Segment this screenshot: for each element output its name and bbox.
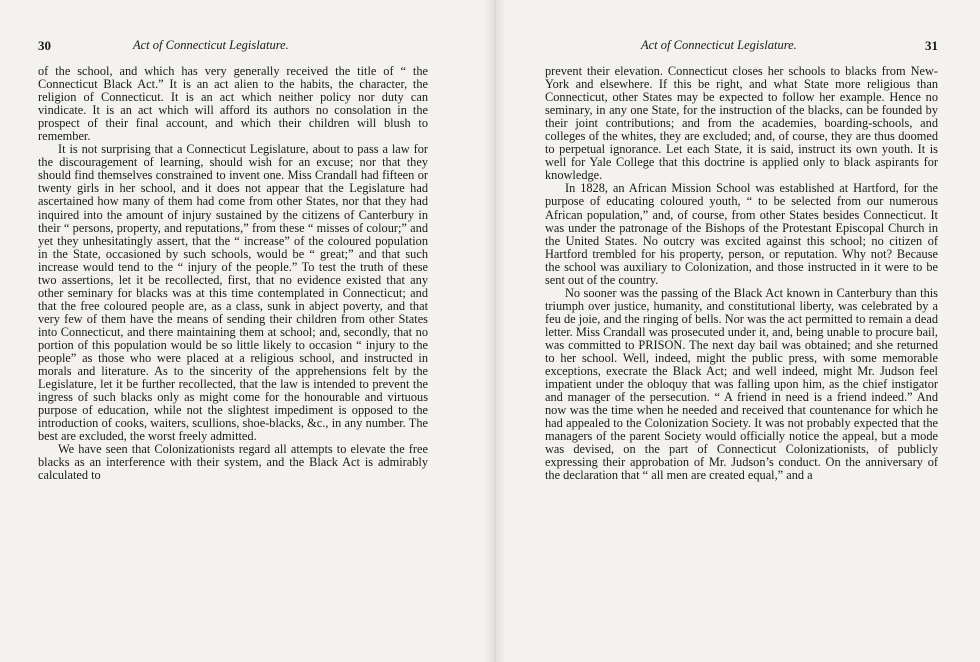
- book-gutter: [484, 0, 506, 662]
- paragraph: of the school, and which has very generally received the title of “ the Connecticut Black Act.” It is an act alien to the habits, the character, the religion of Connecticut. It is an act which neither policy nor duty can vindicate. It is an act which will afford its authors no consolation in the prospect of their final account, and which their children will blush to remember.: [38, 64, 428, 144]
- paragraph: prevent their elevation. Connecticut closes her schools to blacks from New-York and elsewhere. If this be right, and what State more religious than Connecticut, other States may be expected to follow her example. Hence no seminary, in any one State, for the instruction of the blacks, can be founded by their joint contributions; and from the academies, boarding-schools, and colleges of the whites, they are excluded; and, of course, they are thus doomed to perpetual ignorance. Let each State, it is said, instruct its own youth. It is well for Yale College that this doctrine is applied only to black aspirants for knowledge.: [545, 64, 938, 183]
- left-page-header: [38, 38, 428, 56]
- running-head: Act of Connecticut Legislature.: [641, 38, 797, 52]
- paragraph: In 1828, an African Mission School was established at Hartford, for the purpose of educating coloured youth, “ to be selected from our numerous African population,” and, of course, from other States besides Connecticut. It was under the patronage of the Bishops of the Protestant Episcopal Church in the United States. No outcry was excited against this school; no citizen of Hartford trembled for his property, person, or reputation. Why not? Because the school was auxiliary to Colonization, and those instructed in it were to be sent out of the country.: [545, 181, 938, 287]
- right-page: [545, 0, 938, 662]
- page-number: 30: [38, 38, 51, 53]
- right-page-body: [545, 65, 938, 483]
- right-page-header: [545, 38, 938, 56]
- running-head: Act of Connecticut Legislature.: [133, 38, 289, 52]
- page-number: 31: [925, 38, 938, 53]
- paragraph: It is not surprising that a Connecticut Legislature, about to pass a law for the discouragement of learning, should wish for an excuse; nor that they should find themselves constrained to invent one. Miss Crandall had fifteen or twenty girls in her school, and it does not appear that the Legislature had ascertained how many of them had come from other States, nor that they had inquired into the amount of injury sustained by the citizens of Canterbury in their “ persons, property, and reputations,” from these “ misses of colour;” and yet they unhesitatingly assert, that the “ increase” of the coloured population in the State, occasioned by such schools, would be “ great;” and that such increase would tend to the “ injury of the people.” To test the truth of these two assertions, let it be recollected, first, that no evidence existed that any other seminary for blacks was at this time contemplated in Connecticut; and that the free coloured people are, as a class, sunk in abject poverty, and that very few of them have the means of sending their children from other States into Connecticut, and there maintaining them at school; and, secondly, that no portion of this population would be so little likely to occasion “ injury to the people” as those who were placed at a religious school, and instructed in morals and literature. As to the sincerity of the apprehensions felt by the Legislature, let it be further recollected, that the law is intended to prevent the ingress of such blacks only as might come for the honourable and virtuous purpose of education, while not the slightest impediment is opposed to the introduction of cooks, waiters, scullions, shoe-blacks, &c., in any number. The best are excluded, the worst freely admitted.: [38, 142, 428, 444]
- left-page-body: [38, 65, 428, 483]
- left-page: [38, 0, 428, 662]
- paragraph: No sooner was the passing of the Black Act known in Canterbury than this triumph over justice, humanity, and constitutional liberty, was celebrated by a feu de joie, and the ringing of bells. Nor was the act permitted to remain a dead letter. Miss Crandall was prosecuted under it, and, being unable to procure bail, was committed to PRISON. The next day bail was obtained; and she returned to her school. Well, indeed, might the public press, with some memorable exceptions, execrate the Black Act; and well indeed, might Mr. Judson feel impatient under the obloquy that was falling upon him, as the chief instigator and manager of the persecution. “ A friend in need is a friend indeed.” And now was the time when he needed and received that countenance for which he had appealed to the Colonization Society. It was not probably expected that the managers of the parent Society would officially notice the appeal, but a mode was devised, on the part of Connecticut Colonizationists, of publicly expressing their approbation of Mr. Judson’s conduct. On the anniversary of the declaration that “ all men are created equal,” and a: [545, 285, 938, 483]
- paragraph: We have seen that Colonizationists regard all attempts to elevate the free blacks as an interference with their system, and the Black Act is admirably calculated to: [38, 442, 428, 483]
